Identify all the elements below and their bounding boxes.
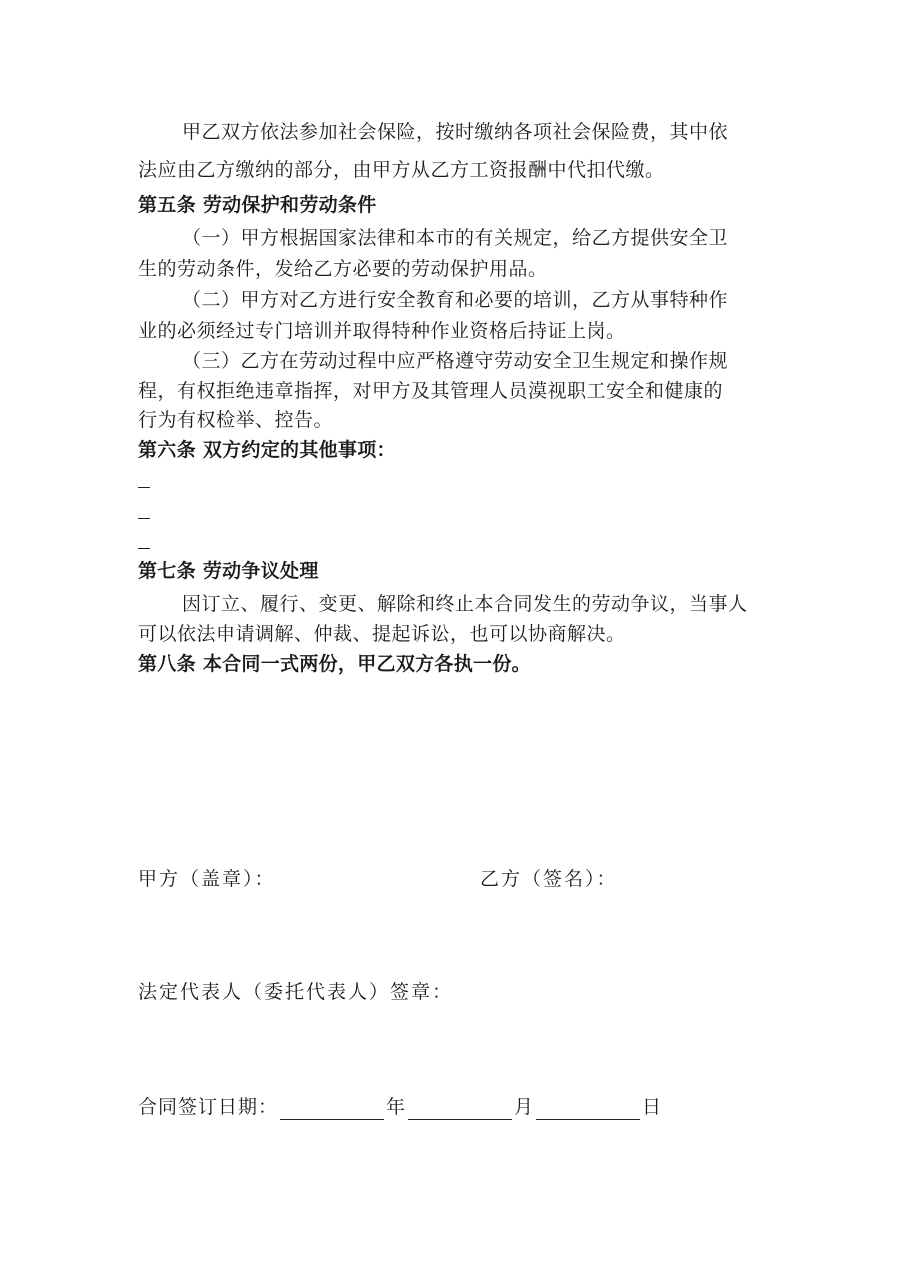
article-7-heading: 第七条 劳动争议处理 bbox=[138, 560, 319, 582]
article-5-item-3-line-1: （三）乙方在劳动过程中应严格遵守劳动安全卫生规定和操作规 bbox=[182, 350, 729, 372]
year-field[interactable] bbox=[280, 1097, 384, 1120]
signing-date-row bbox=[138, 1094, 662, 1120]
article-5-item-1-line-2: 生的劳动条件，发给乙方必要的劳动保护用品。 bbox=[138, 258, 548, 280]
article-6-blank-line-1[interactable] bbox=[138, 487, 150, 488]
month-field[interactable] bbox=[408, 1097, 512, 1120]
article-6-blank-line-2[interactable] bbox=[138, 518, 150, 519]
article-5-item-2-line-1: （二）甲方对乙方进行安全教育和必要的培训，乙方从事特种作 bbox=[182, 289, 729, 311]
article-6-heading: 第六条 双方约定的其他事项： bbox=[138, 439, 396, 461]
signing-date-label: 合同签订日期： bbox=[138, 1096, 279, 1118]
article-5-heading: 第五条 劳动保护和劳动条件 bbox=[138, 194, 377, 216]
year-label: 年 bbox=[386, 1096, 407, 1118]
article-7-line-1: 因订立、履行、变更、解除和终止本合同发生的劳动争议，当事人 bbox=[182, 593, 748, 615]
day-label: 日 bbox=[642, 1096, 663, 1118]
social-insurance-line-2: 法应由乙方缴纳的部分，由甲方从乙方工资报酬中代扣代缴。 bbox=[138, 159, 665, 181]
legal-representative-label: 法定代表人（委托代表人）签章： bbox=[138, 981, 454, 1003]
article-6-blank-line-3[interactable] bbox=[138, 548, 150, 549]
day-field[interactable] bbox=[536, 1097, 640, 1120]
article-5-item-2-line-2: 业的必须经过专门培训并取得特种作业资格后持证上岗。 bbox=[138, 320, 626, 342]
article-5-item-3-line-3: 行为有权检举、控告。 bbox=[138, 409, 334, 431]
article-5-item-1-line-1: （一）甲方根据国家法律和本市的有关规定，给乙方提供安全卫 bbox=[182, 227, 729, 249]
party-b-signature-label: 乙方（签名）： bbox=[480, 868, 618, 890]
article-8-heading: 第八条 本合同一式两份，甲乙双方各执一份。 bbox=[138, 653, 531, 675]
article-7-line-2: 可以依法申请调解、仲裁、提起诉讼，也可以协商解决。 bbox=[138, 623, 626, 645]
social-insurance-line-1: 甲乙双方依法参加社会保险，按时缴纳各项社会保险费，其中依 bbox=[182, 121, 729, 143]
month-label: 月 bbox=[514, 1096, 535, 1118]
article-5-item-3-line-2: 程，有权拒绝违章指挥，对甲方及其管理人员漠视职工安全和健康的 bbox=[138, 380, 724, 402]
party-a-seal-label: 甲方（盖章）： bbox=[138, 868, 276, 890]
